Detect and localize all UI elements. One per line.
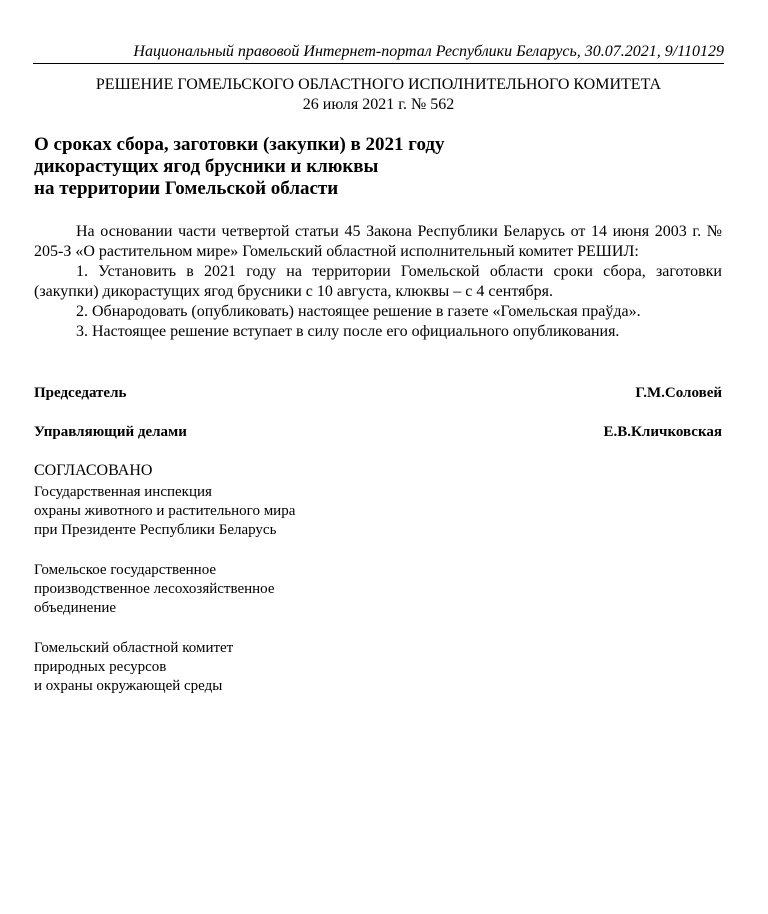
organization-line: объединение xyxy=(34,600,117,616)
organization-line: природных ресурсов xyxy=(34,659,167,675)
decision-title-block xyxy=(33,75,724,115)
item-2-paragraph: 2. Обнародовать (опубликовать) настоящее решение в газете «Гомельская праўда». xyxy=(76,303,641,320)
portal-header: Национальный правовой Интернет-портал Республики Беларусь, 30.07.2021, 9/110129 xyxy=(33,42,724,64)
organization-line: Государственная инспекция xyxy=(34,484,212,500)
signature-position: Управляющий делами xyxy=(34,424,187,440)
heading-line: О сроках сбора, заготовки (закупки) в 2021 году xyxy=(34,134,445,155)
organization-line: Гомельский областной комитет xyxy=(34,640,234,656)
document-body xyxy=(34,222,722,342)
organization-line: и охраны окружающей среды xyxy=(34,678,223,694)
organization-line: Гомельское государственное xyxy=(34,562,217,578)
item-1-paragraph: 1. Установить в 2021 году на территории Гомельской области сроки сбора, заготовки (закупки) дикорастущих ягод брусники с 10 августа, клюквы – с 4 сентября. xyxy=(34,263,722,300)
decision-date-number: 26 июля 2021 г. № 562 xyxy=(302,96,455,113)
signature-row-chairman xyxy=(34,384,722,402)
agreed-label: СОГЛАСОВАНО xyxy=(34,462,153,479)
document-heading xyxy=(34,134,445,200)
agreed-organization xyxy=(34,639,233,696)
signature-row-manager xyxy=(34,423,722,441)
agreed-organization xyxy=(34,483,295,540)
organization-line: производственное лесохозяйственное xyxy=(34,581,275,597)
agreed-organization xyxy=(34,561,275,618)
signature-position: Председатель xyxy=(34,385,127,401)
heading-line: дикорастущих ягод брусники и клюквы xyxy=(34,156,379,177)
organization-line: при Президенте Республики Беларусь xyxy=(34,522,277,538)
preamble-paragraph: На основании части четвертой статьи 45 Закона Республики Беларусь от 14 июня 2003 г. № 205-З «О растительном мире» Гомельский областной исполнительный комитет РЕШИЛ: xyxy=(34,223,722,260)
signature-name: Е.В.Кличковская xyxy=(603,424,722,440)
organization-line: охраны животного и растительного мира xyxy=(34,503,296,519)
signature-name: Г.М.Соловей xyxy=(635,385,722,401)
decision-title: РЕШЕНИЕ ГОМЕЛЬСКОГО ОБЛАСТНОГО ИСПОЛНИТЕЛЬНОГО КОМИТЕТА xyxy=(95,76,662,93)
heading-line: на территории Гомельской области xyxy=(34,178,339,199)
item-3-paragraph: 3. Настоящее решение вступает в силу после его официального опубликования. xyxy=(76,323,620,340)
